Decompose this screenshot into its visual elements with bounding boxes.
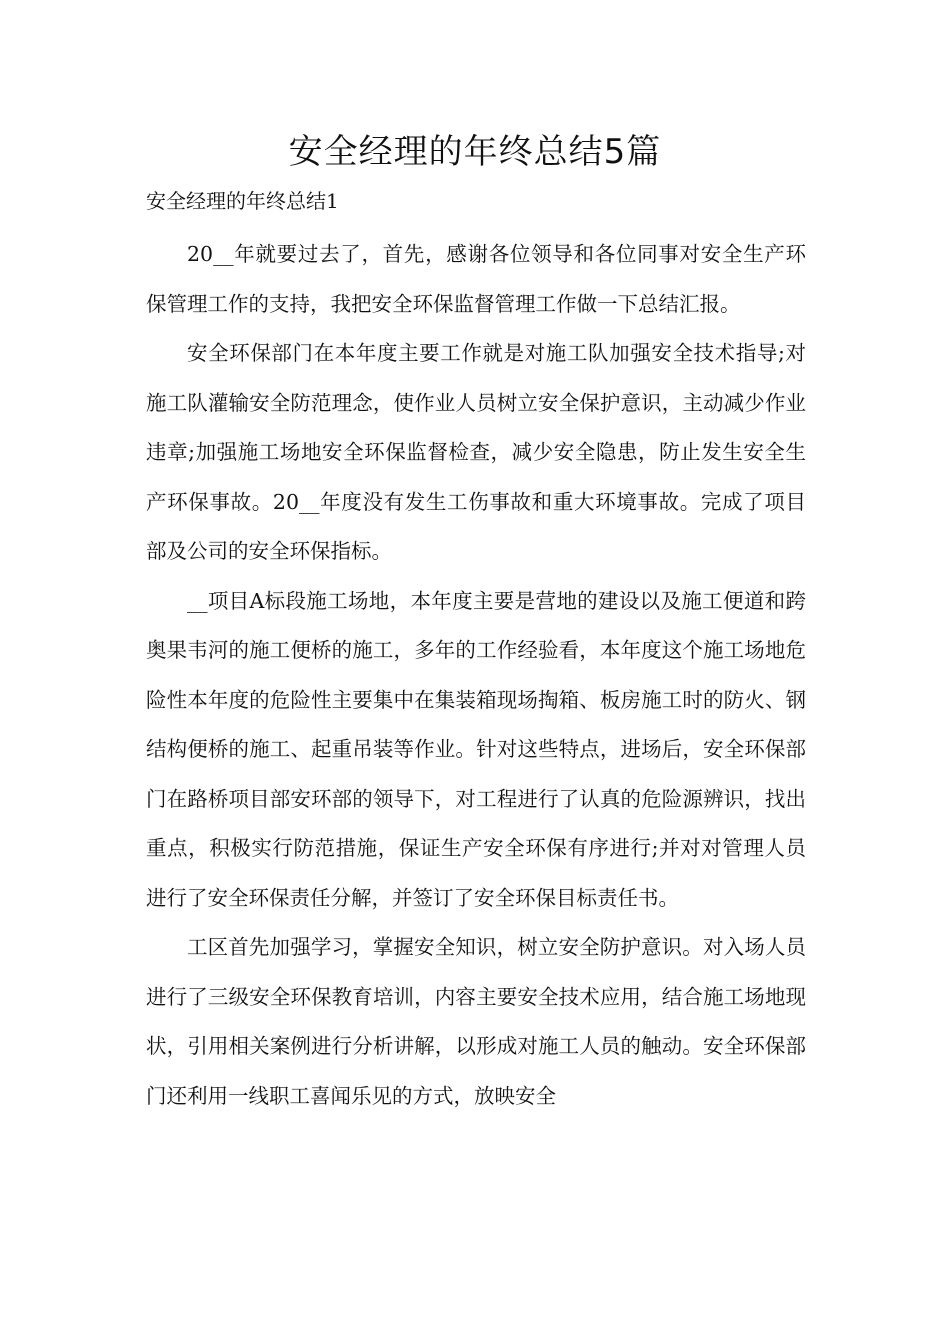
paragraph: 安全环保部门在本年度主要工作就是对施工队加强安全技术指导;对施工队灌输安全防范理念，使作业人员树立安全保护意识，主动减少作业违章;加强施工场地安全环保监督检查，减少安全隐患，防止发生安全生产环保事故。20__年度没有发生工伤事故和重大环境事故。完成了项目部及公司的安全环保指标。 bbox=[146, 341, 806, 563]
document-body bbox=[146, 230, 806, 1121]
paragraph: 工区首先加强学习，掌握安全知识，树立安全防护意识。对入场人员进行了三级安全环保教育培训，内容主要安全技术应用，结合施工场地现状，引用相关案例进行分析讲解，以形成对施工人员的触动。安全环保部门还利用一线职工喜闻乐见的方式，放映安全 bbox=[146, 935, 806, 1108]
document-title: 安全经理的年终总结5篇 bbox=[288, 132, 662, 172]
paragraph: 20__年就要过去了，首先，感谢各位领导和各位同事对安全生产环保管理工作的支持，我把安全环保监督管理工作做一下总结汇报。 bbox=[146, 242, 806, 316]
paragraph: __项目A标段施工场地，本年度主要是营地的建设以及施工便道和跨奥果韦河的施工便桥的施工，多年的工作经验看，本年度这个施工场地危险性本年度的危险性主要集中在集装箱现场掏箱、板房施工时的防火、钢结构便桥的施工、起重吊装等作业。针对这些特点，进场后，安全环保部门在路桥项目部安环部的领导下，对工程进行了认真的危险源辨识，找出重点，积极实行防范措施，保证生产安全环保有序进行;并对对管理人员进行了安全环保责任分解，并签订了安全环保目标责任书。 bbox=[146, 588, 806, 910]
section-heading: 安全经理的年终总结1 bbox=[146, 189, 339, 213]
